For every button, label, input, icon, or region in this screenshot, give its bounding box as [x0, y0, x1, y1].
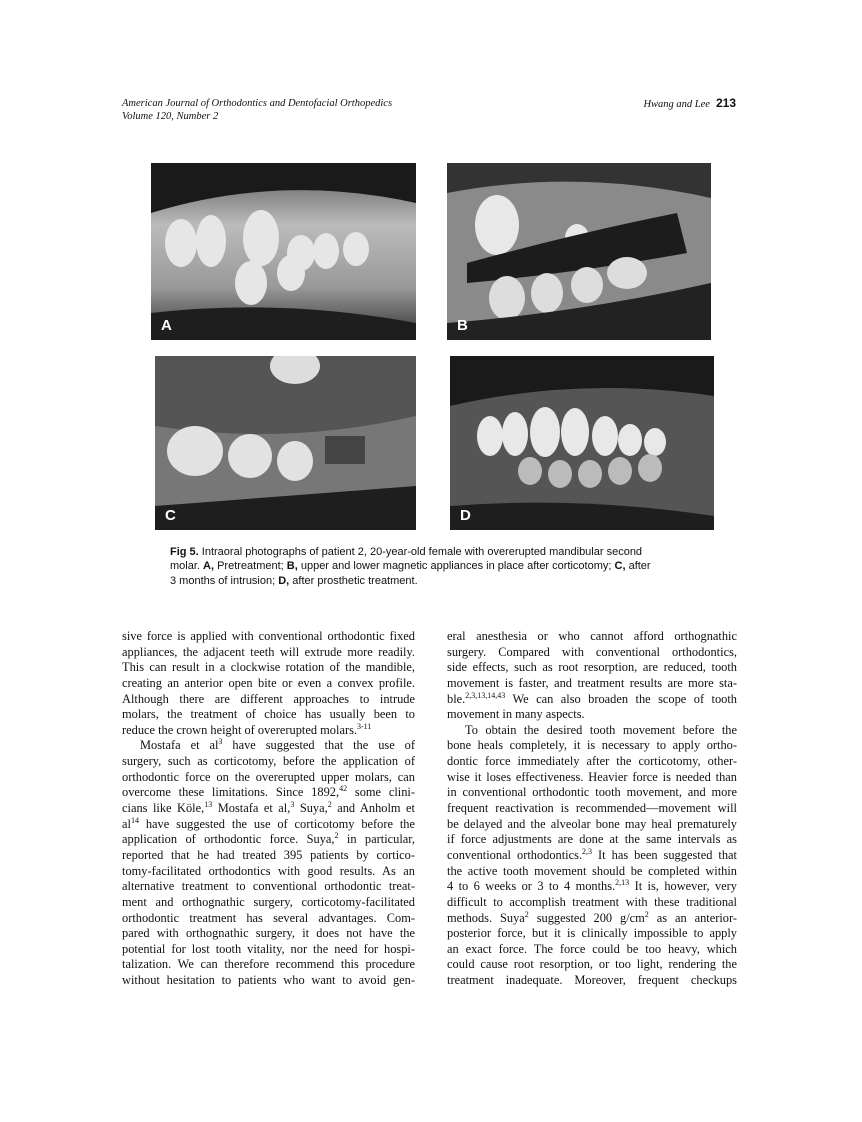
text-line: ment and orthognathic surgery, corticotomy-facilitated	[122, 894, 415, 909]
text-line: alternative treatment to conventional orthodontic treat-	[122, 879, 415, 894]
text-line: reduce the crown height of overerupted molars.$^{3-11}$	[122, 721, 372, 737]
text-line: bone heals completely, it is necessary to apply ortho-	[447, 738, 737, 753]
text-line: the active tooth movement should be completed within	[447, 863, 737, 878]
text-line: Mostafa et $al^3$ have suggested that the use of	[140, 737, 415, 753]
text-line: methods. Suya$^2$ suggested 200 $g/cm^2$ as an anterior-	[447, 909, 737, 925]
photo-panel-c	[155, 356, 416, 530]
caption-bold-label: Fig 5.	[170, 546, 199, 558]
caption-line: 3 months of intrusion; D, after prosthetic treatment.	[170, 574, 418, 587]
text-line: eral anesthesia or who cannot afford orthognathic	[447, 629, 737, 643]
citation-superscript: 14	[130, 815, 139, 825]
text-line: This can result in a clockwise rotation of the mandible,	[122, 660, 415, 675]
text-line: without hesitation to patients who want to avoid gen-	[122, 973, 415, 988]
text-line: molars, the treatment of choice has usually been to	[122, 707, 415, 722]
text-line: an exact force. The force could be too heavy, which	[447, 941, 737, 956]
text-line: be delayed and the alveolar bone may heal prematurely	[447, 816, 737, 831]
text-line: treatment inadequate. Moreover, frequent checkups	[447, 973, 737, 988]
text-line: $al^{14}$ have suggested the use of corticotomy before the	[122, 815, 415, 831]
text-line: tomy-facilitated orthodontics with good results. As an	[122, 863, 415, 878]
citation-superscript: 13	[204, 800, 213, 810]
text-line: To obtain the desired tooth movement before the	[465, 722, 737, 737]
citation-superscript: 3	[290, 800, 295, 810]
caption-bold-label: D,	[278, 574, 290, 587]
text-line: application of orthodontic force. Suya,$^2$ in particular,	[122, 831, 415, 847]
photo-panel-a	[151, 163, 416, 340]
panel-label-d: D	[460, 507, 471, 524]
text-line: appliances, the adjacent teeth will extrude more readily.	[122, 644, 415, 659]
text-line: orthodontic force on the overerupted upper molars, can	[122, 769, 415, 784]
text-line: pared with orthognathic surgery, it does not have the	[122, 926, 415, 941]
caption-bold-label: B,	[286, 560, 298, 573]
text-line: conventional orthodontics.$^{2,3}$ It has been suggested that	[447, 846, 737, 862]
panel-label-a: A	[161, 317, 172, 334]
journal-title: American Journal of Orthodontics and Dentofacial Orthopedics	[122, 98, 393, 109]
text-line: wise it loses effectiveness. Heavier force is needed than	[447, 769, 737, 784]
figure-caption	[170, 545, 695, 588]
text-line: reported that he had treated 395 patients by cortico-	[122, 847, 415, 862]
citation-superscript: 3-11	[357, 721, 372, 731]
text-line: Although there are different approaches to intrude	[122, 691, 415, 706]
text-line: if force adjustments are done at the same intervals as	[447, 832, 737, 847]
text-line: cians like Köle,$^{13}$ Mostafa et al,$^3$ Suya,$^2$ and Anholm et	[122, 800, 415, 816]
text-line: surgery. Compared with conventional orthodontics,	[447, 644, 737, 659]
text-line: surgery, such as corticotomy, before the application of	[122, 754, 415, 769]
citation-superscript: 2	[334, 831, 339, 841]
citation-superscript: 2,3,13,14,43	[465, 690, 506, 700]
panel-label-c: C	[165, 507, 176, 524]
citation-superscript: 42	[339, 784, 348, 794]
citation-superscript: 2	[524, 909, 529, 919]
caption-line: Fig 5. Intraoral photographs of patient 2, 20-year-old female with overerupted mandibular second	[170, 546, 643, 558]
body-column-right	[447, 629, 737, 989]
citation-superscript: 3	[218, 737, 223, 747]
photo-panel-d	[450, 356, 714, 530]
text-line: sive force is applied with conventional orthodontic fixed	[122, 629, 415, 643]
text-line: potential for lost tooth vitality, nor the need for hospi-	[122, 941, 415, 956]
text-line: overcome these limitations. Since 1892,42 some clini-	[122, 784, 415, 800]
text-line: orthodontic treatment has several advantages. Com-	[122, 910, 415, 925]
text-line: movement is faster, and treatment results are more sta-	[447, 675, 737, 690]
text-line: in conventional orthodontic tooth movement, and more	[447, 785, 737, 800]
text-line: could cause root resorption, or too light, rendering the	[447, 957, 737, 972]
text-line: talization. We can therefore recommend this procedure	[122, 957, 415, 972]
text-line: side effects, such as root resorption, are reduced, tooth	[447, 660, 737, 675]
text-line: 4 to 6 weeks or 3 to 4 months.$^{2,13}$ It is, however, very	[447, 878, 737, 894]
text-line: movement in many aspects.	[447, 707, 585, 722]
text-line: creating an anterior open bite or even a convex profile.	[122, 675, 415, 690]
text-line: frequent reactivation is recommended—movement will	[447, 801, 737, 816]
authors: Hwang and Lee	[643, 99, 710, 110]
citation-superscript: 2,3	[582, 846, 593, 856]
citation-superscript: 2	[327, 800, 332, 810]
text-line: ble.$^{2,3,13,14,43}$ We can also broaden the scope of tooth	[447, 690, 737, 706]
text-line: difficult to accomplish treatment with these traditional	[447, 894, 737, 909]
caption-bold-label: A,	[203, 560, 215, 573]
running-header-left	[122, 97, 392, 123]
caption-line: molar. A, Pretreatment; B, upper and lower magnetic appliances in place after corticotomy; C, after	[170, 560, 651, 573]
panel-label-b: B	[457, 317, 468, 334]
running-header-right	[643, 97, 736, 111]
text-line: posterior force, but it is clinically impossible to apply	[447, 926, 737, 941]
body-column-left	[122, 629, 415, 989]
citation-superscript: 2,13	[615, 878, 630, 888]
photo-panel-b	[447, 163, 711, 340]
journal-volume: Volume 120, Number 2	[122, 111, 219, 122]
page-number: 213	[715, 96, 736, 110]
text-line: dontic force immediately after the corticotomy, other-	[447, 754, 737, 769]
caption-bold-label: C,	[614, 560, 626, 573]
citation-superscript: 2	[644, 909, 649, 919]
